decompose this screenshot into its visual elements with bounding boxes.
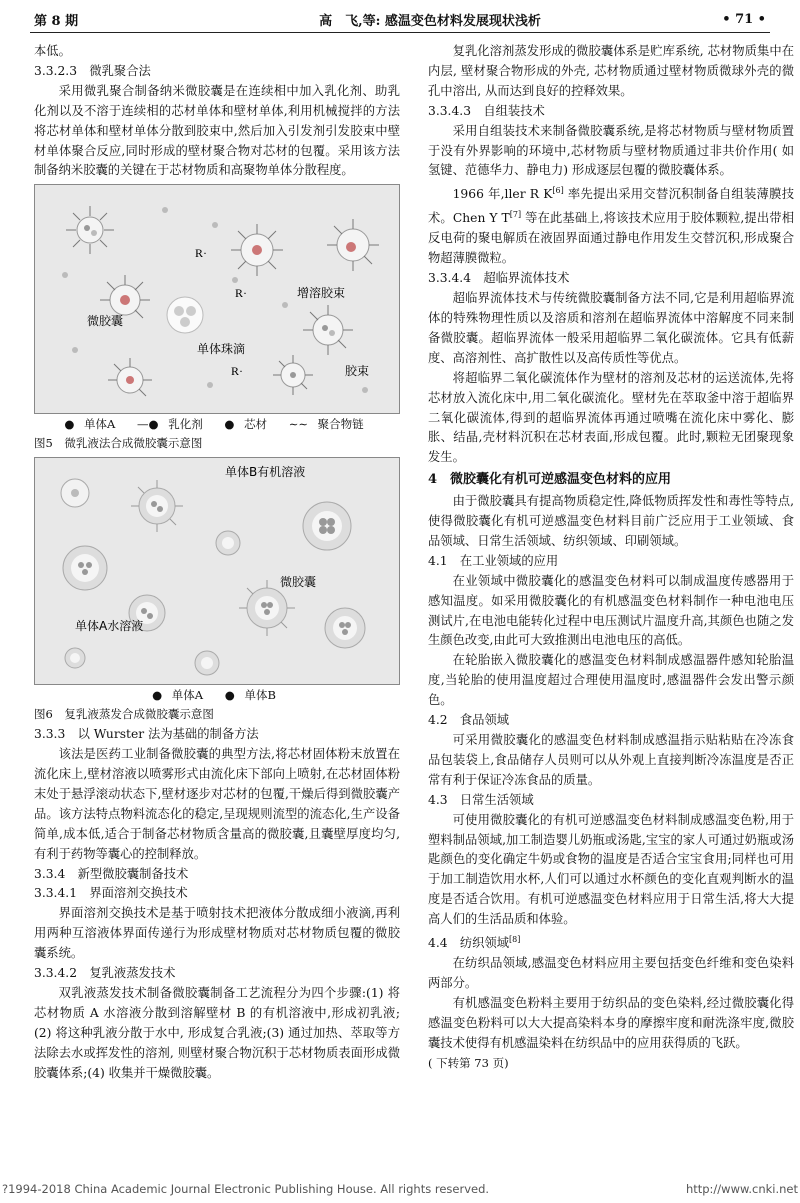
left-column: [34, 42, 400, 1083]
section-heading: 3.3.4.1 界面溶剂交换技术: [34, 886, 188, 901]
microcapsule-label: 微胶囊: [280, 575, 317, 590]
section-heading: 3.3.2.3 微乳聚合法: [34, 63, 151, 78]
micelle-graphic: [231, 224, 283, 276]
capsule-graphic: [63, 546, 107, 590]
figure-5-caption: 图5 微乳液法合成微胶囊示意图: [34, 436, 203, 451]
monomer-droplet-graphic: [167, 297, 203, 333]
capsule-graphic: [195, 651, 219, 675]
section-heading: 4.1 在工业领域的应用: [428, 553, 559, 568]
legend-item: ● 单体A: [152, 688, 204, 703]
micelle-label: 胶束: [345, 364, 370, 379]
header-rule: [30, 32, 770, 33]
section-heading: 4.2 食品领域: [428, 713, 510, 728]
section-heading: 4 微胶囊化有机可逆感温变色材料的应用: [428, 472, 672, 488]
page-footer: [0, 1182, 800, 1196]
radical-label: R·: [231, 364, 243, 379]
paragraph: 可使用微胶囊化的有机可逆感温变色材料制成感温变色粉,用于塑料制品领域,加工制造婴儿奶瓶或汤匙,宝宝的家人可通过奶瓶或汤匙颜色的变化确定牛奶或食物的温度是否适合宝宝食用;同样也可用于加工制造饮用水杯,人们可以通过水杯颜色的变化直观判断水的温度是否适合饮用。有机可逆感温变色材料应用于日常生活,将大大提高人们的生活品质和体验。: [428, 812, 794, 927]
solubilized-micelle-label: 增溶胶束: [297, 286, 346, 301]
paragraph: 由于微胶囊具有提高物质稳定性,降低物质挥发性和毒性等特点,使得微胶囊化有机可逆感温变色材料目前广泛应用于工业领域、食品领域、日常生活领域、纺织领域、印刷领域。: [428, 494, 794, 548]
section-heading: 3.3.3 以 Wurster 法为基础的制备方法: [34, 727, 259, 742]
paragraph: 在轮胎嵌入微胶囊化的感温变色材料制成感温器件感知轮胎温度,当轮胎的使用温度超过合理使用温度时,感温器件会发出警示颜色。: [428, 653, 794, 708]
radical-label: R·: [195, 246, 207, 261]
figure-5-legend: [34, 414, 400, 434]
paragraph: 该法是医药工业制备微胶囊的典型方法,将芯材固体粉末放置在流化床上,壁材溶液以喷雾形式由流化床下部向上喷射,在芯材固体粉末处于悬浮滚动状态下,壁材逐步对芯材的包覆,干燥后得到微胶囊产品。该方法特点物料流态化的稳定,呈现规则流型的流态化,生产设备简单,成本低,适合于制备芯材物质含量高的微胶囊,且囊壁厚度均匀,有利于药物等囊心的控制释放。: [34, 747, 400, 861]
capsule-graphic: [325, 608, 365, 648]
copyright-text: ?1994-2018 China Academic Journal Electronic Publishing House. All rights reserved.: [2, 1182, 490, 1196]
section-heading: 3.3.4.4 超临界流体技术: [428, 271, 570, 286]
paragraph: 将超临界二氧化碳流体作为壁材的溶剂及芯材的运送流体,先将芯材放入流化床中,用二氧化碳流化。壁材先在萃取釜中溶于超临界二氧化碳流体,得到的超临界流体再通过喷嘴在流化床中雾化、膨胀、结晶,壳材料沉积在芯材表面,形成包覆。此时,颗粒无团聚现象发生。: [428, 370, 794, 465]
running-header: [34, 8, 766, 30]
figure-5: [34, 184, 400, 414]
capsule-graphic: [216, 531, 240, 555]
citation: [7]: [509, 210, 522, 220]
legend-item: ● 单体B: [224, 688, 276, 703]
capsule-graphic: [65, 648, 85, 668]
citation: [8]: [509, 935, 521, 945]
paragraph: 超临界流体技术与传统微胶囊制备方法不同,它是利用超临界流体的特殊物理性质以及溶质和溶剂在超临界流体中溶解度不同来制备微胶囊。超临界流体一般采用超临界二氧化碳流体。它具有低薪度、高溶剂性、高扩散性以及高传质性等优点。: [428, 291, 794, 365]
monomer-a-solution-label: 单体A水溶液: [75, 619, 144, 634]
legend-item: —● 乳化剂: [137, 417, 203, 432]
micelle-graphic: [66, 206, 114, 254]
section-heading: 3.3.4.2 复乳液蒸发技术: [34, 966, 176, 981]
paragraph: 界面溶剂交换技术是基于喷射技术把液体分散成细小液滴,再利用两种互溶液体界面传递行为形成壁材物质对芯材物质包覆的微胶囊系统。: [34, 906, 400, 961]
paragraph: 采用自组装技术来制备微胶囊系统,是将芯材物质与壁材物质置于没有外界影响的环境中,芯材物质与壁材物质通过非共价作用( 如氢键、范德华力、静电力) 形成逐层包覆的微胶囊体系。: [428, 123, 794, 178]
issue-number: 第 8 期: [34, 13, 79, 29]
legend-item: ● 芯材: [224, 417, 268, 432]
figure-6-legend: [34, 685, 400, 705]
micelle-graphic: [100, 275, 150, 318]
paragraph: 在业领域中微胶囊化的感温变色材料可以制成温度传感器用于感知温度。如采用微胶囊化的有机感温变色材料制作一种电池电压测试片,在电池电能转化过程中电压测试片温度升高,其颜色也随之发生颜色改变,由此可大致推测出电池电压的高低。: [428, 573, 794, 648]
paragraph: 可采用微胶囊化的感温变色材料制成感温指示贴粘贴在冷冻食品包装袋上,食品储存人员则可以从外观上直接判断冷冻温度是否正常有利于保证冷冻食品的质量。: [428, 733, 794, 787]
section-heading: 3.3.4 新型微胶囊制备技术: [34, 866, 189, 881]
right-column: [428, 42, 794, 1074]
micelle-graphic: [108, 358, 152, 396]
paragraph: 双乳液蒸发技术制备微胶囊制备工艺流程分为四个步骤:(1) 将芯材物质 A 水溶液分散到溶解壁材 B 的有机溶液中,形成初乳液;(2) 将这种乳液分散于水中, 形成复合乳液;(3) 通过加热、萃取等方法除去水或挥发性的溶剂, 则壁材聚合物沉积于芯材物质表面形成微胶囊体系;(4) 收集并干燥微胶囊。: [34, 985, 400, 1080]
paragraph: 1966 年,ller R K[6] 率先提出采用交替沉积制备自组装薄膜技术。Chen Y T[7] 等在此基础上,将该技术应用于胶体颗粒,提出带相反电荷的聚电解质在液固界面通过静电作用发生交替沉积,形成聚合物超薄膜微粒。: [428, 186, 794, 266]
page-number: • 71 •: [722, 11, 766, 27]
figure-5-diagram: [35, 185, 399, 413]
legend-item: ∼∼ 聚合物链: [288, 417, 364, 432]
legend-item: ● 单体A: [64, 417, 116, 432]
monomer-droplet-label: 单体珠滴: [197, 342, 246, 357]
section-heading: 4.4 纺织领域[8]: [428, 935, 521, 951]
radical-label: R·: [235, 286, 247, 301]
section-heading: 4.3 日常生活领域: [428, 792, 534, 807]
micelle-graphic: [273, 355, 313, 395]
running-title: 高 飞,等: 感温变色材料发展现状浅析: [319, 13, 541, 29]
site-url: http://www.cnki.net: [685, 1182, 798, 1196]
paragraph: 本低。: [34, 44, 71, 58]
micelle-graphic: [303, 305, 353, 355]
section-heading: 3.3.4.3 自组装技术: [428, 103, 545, 118]
paragraph: 采用微乳聚合制备纳米微胶囊是在连续相中加入乳化剂、助乳化剂以及不溶于连续相的芯材单体和壁材单体,利用机械搅拌的方法将芯材单体和壁材单体分散到胶束中,然后加入引发剂引发胶束中壁材单体聚合反应,同时形成的壁材聚合物对芯材的包覆。采用该方法制备纳米胶囊的关键在于芯材物质和高聚物单体分散程度。: [34, 83, 400, 178]
paragraph: 有机感温变色粉料主要用于纺织品的变色染料,经过微胶囊化得感温变色粉料可以大大提高染料本身的摩擦牢度和耐洗涤牢度,微胶囊技术使得有机感温染料在纺织品中的应用获得质的飞跃。: [428, 995, 794, 1050]
capsule-graphic: [131, 480, 183, 532]
micelle-graphic: [327, 219, 379, 271]
paragraph: 在纺织品领域,感温变色材料应用主要包括变色纤维和变色染料两部分。: [428, 956, 794, 990]
continued-note: ( 下转第 73 页): [428, 1055, 509, 1070]
capsule-graphic: [303, 502, 351, 550]
citation: [6]: [552, 186, 564, 196]
figure-6: [34, 457, 400, 685]
paragraph: 复乳化溶剂蒸发形成的微胶囊体系是贮库系统, 芯材物质集中在内层, 壁材聚合物形成的外壳, 芯材物质通过壁材物质微球外壳的微孔中溶出, 从而达到良好的控释效果。: [428, 44, 794, 98]
microcapsule-label: 微胶囊: [87, 314, 124, 329]
figure-6-caption: 图6 复乳液蒸发合成微胶囊示意图: [34, 707, 214, 722]
capsule-graphic: [61, 479, 89, 507]
monomer-b-solution-label: 单体B有机溶液: [225, 465, 306, 480]
figure-6-diagram: [35, 458, 399, 684]
